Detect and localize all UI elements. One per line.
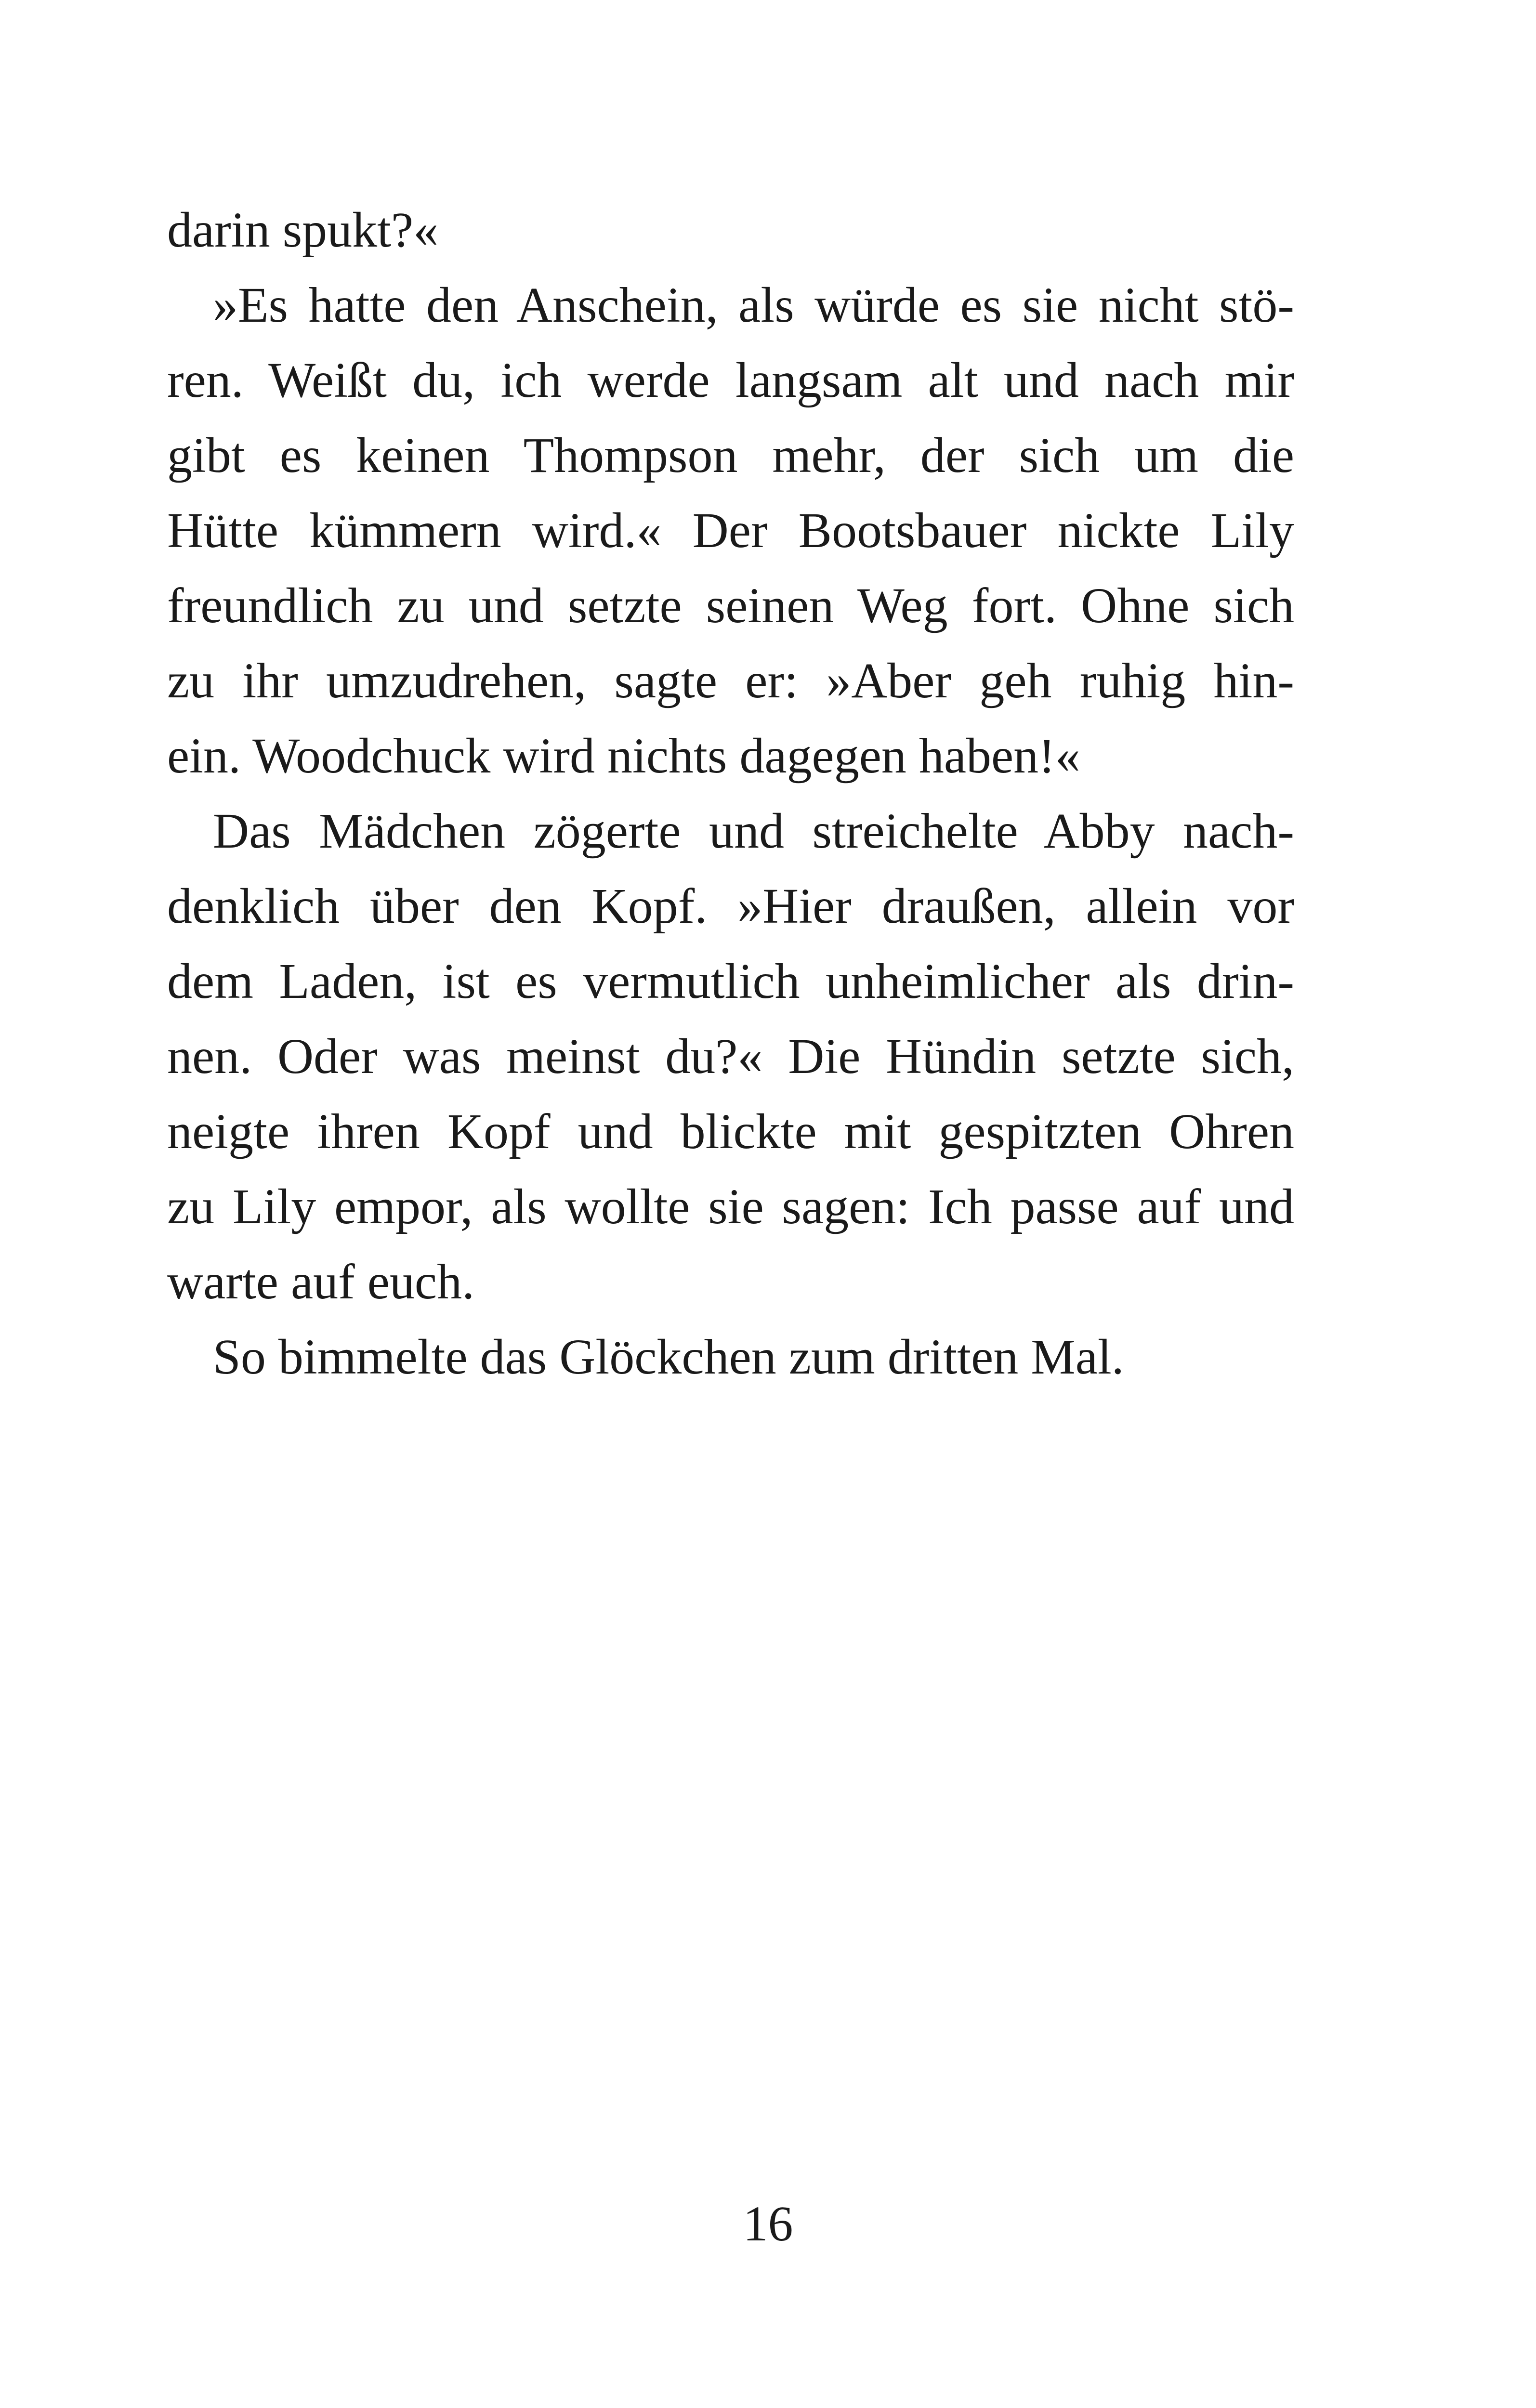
text-line: ren. Weißt du, ich werde langsam alt und nach mir xyxy=(167,353,1294,408)
text-line: denklich über den Kopf. »Hier draußen, allein vor xyxy=(167,878,1294,934)
text-line: darin spukt?« xyxy=(167,202,439,258)
text-line: dem Laden, ist es vermutlich unheimlicher als drin- xyxy=(167,954,1294,1009)
text-line: freundlich zu und setzte seinen Weg fort. Ohne sich xyxy=(167,578,1294,633)
text-line: Das Mädchen zögerte und streichelte Abby nach- xyxy=(213,803,1294,859)
text-line: »Es hatte den Anschein, als würde es sie nicht stö- xyxy=(213,277,1294,333)
text-line: So bimmelte das Glöckchen zum dritten Mal. xyxy=(213,1329,1124,1385)
page-number: 16 xyxy=(743,2196,793,2251)
text-line: neigte ihren Kopf und blickte mit gespitzten Ohren xyxy=(167,1104,1294,1159)
text-line: Hütte kümmern wird.« Der Bootsbauer nickte Lily xyxy=(167,503,1294,558)
text-line: warte auf euch. xyxy=(167,1254,475,1309)
text-line: zu ihr umzudrehen, sagte er: »Aber geh ruhig hin- xyxy=(167,653,1294,708)
text-line: zu Lily empor, als wollte sie sagen: Ich passe auf und xyxy=(167,1179,1294,1234)
text-line: gibt es keinen Thompson mehr, der sich um die xyxy=(167,428,1294,483)
text-line: ein. Woodchuck wird nichts dagegen haben!« xyxy=(167,728,1080,784)
text-line: nen. Oder was meinst du?« Die Hündin setzte sich, xyxy=(167,1029,1294,1084)
